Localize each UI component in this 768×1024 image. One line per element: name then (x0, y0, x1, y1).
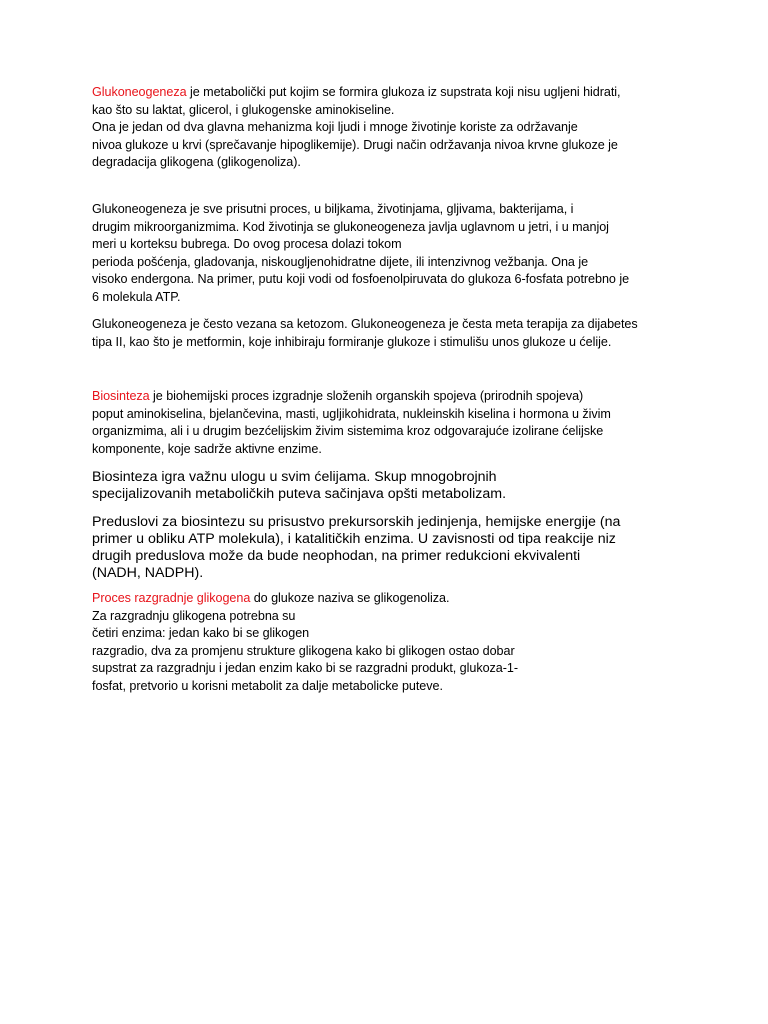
text-line: fosfat, pretvorio u korisni metabolit za dalje metabolicke puteve. (92, 678, 443, 693)
line-text: do glukoze naziva se glikogenoliza. (250, 591, 450, 605)
text-line: supstrat za razgradnju i jedan enzim kako bi se razgradni produkt, glukoza-1- (92, 661, 518, 675)
text-line: drugih preduslova može da bude neophodan, na primer redukcioni ekvivalenti (92, 548, 581, 564)
paragraph-glukoneogeneza-definition (92, 84, 682, 172)
line-text: je biohemijski proces izgradnje složenih organskih spojeva (prirodnih spojeva) (149, 389, 584, 403)
paragraph-biosinteza-preconditions (92, 514, 682, 582)
paragraph-biosinteza-role (92, 469, 682, 503)
text-line: Za razgradnju glikogena potrebna su (92, 608, 296, 623)
text-line: drugim mikroorganizmima. Kod životinja se glukoneogeneza javlja uglavnom u jetri, i u manjoj (92, 219, 609, 234)
paragraph-biosinteza-definition (92, 388, 682, 458)
text-line: Glukoneogeneza je sve prisutni proces, u biljkama, životinjama, gljivama, bakterijama, i (92, 202, 574, 216)
text-line (92, 388, 682, 406)
text-line (92, 590, 682, 608)
line-text: je metabolički put kojim se formira glukoza iz supstrata koji nisu ugljeni hidrati, (186, 85, 621, 99)
text-line: Preduslovi za biosintezu su prisustvo prekursorskih jedinjenja, hemijske energije (na (92, 514, 621, 530)
highlighted-term: Proces razgradnje glikogena (92, 591, 251, 605)
text-line: 6 molekula ATP. (92, 289, 181, 304)
text-line: visoko endergona. Na primer, putu koji vodi od fosfoenolpiruvata do glukoza 6-fosfata potrebno je (92, 272, 630, 286)
text-line: Biosinteza igra važnu ulogu u svim ćelijama. Skup mnogobrojnih (92, 469, 497, 485)
text-line: primer u obliku ATP molekula), i katalitičkih enzima. U zavisnosti od tipa reakcije niz (92, 531, 616, 547)
text-line: komponente, koje sadrže aktivne enzime. (92, 441, 322, 456)
text-line: Ona je jedan od dva glavna mehanizma koji ljudi i mnoge životinje koriste za održavanje (92, 120, 578, 134)
text-line: četiri enzima: jedan kako bi se glikogen (92, 626, 310, 640)
text-line: Glukoneogeneza je često vezana sa ketozom. Glukoneogeneza je česta meta terapija za dijabetes (92, 317, 638, 331)
paragraph-glikogenoliza (92, 590, 682, 695)
highlighted-term: Glukoneogeneza (92, 85, 187, 99)
text-line: specijalizovanih metaboličkih puteva sačinjava opšti metabolizam. (92, 486, 507, 502)
text-line: kao što su laktat, glicerol, i glukogenske aminokiseline. (92, 102, 395, 117)
paragraph-glukoneogeneza-ketoza (92, 316, 682, 351)
text-line: meri u korteksu bubrega. Do ovog procesa dolazi tokom (92, 237, 402, 251)
text-line: poput aminokiselina, bjelančevina, masti, ugljikohidrata, nukleinskih kiselina i hormona u živim (92, 406, 611, 421)
text-line: (NADH, NADPH). (92, 565, 204, 581)
paragraph-glukoneogeneza-occurrence (92, 201, 682, 306)
text-line: degradacija glikogena (glikogenoliza). (92, 155, 301, 169)
text-line: tipa II, kao što je metformin, koje inhibiraju formiranje glukoze i stimulišu unos glukoze u ćelije. (92, 334, 612, 349)
text-line: perioda pošćenja, gladovanja, niskougljenohidratne dijete, ili intenzivnog vežbanja. Ona je (92, 254, 589, 269)
text-line: nivoa glukoze u krvi (sprečavanje hipoglikemije). Drugi način održavanja nivoa krvne glukoze je (92, 137, 618, 152)
text-line: razgradio, dva za promjenu strukture glikogena kako bi glikogen ostao dobar (92, 643, 515, 658)
text-line: organizmima, ali i u drugim bezćelijskim živim sistemima kroz odgovarajuće izolirane ćelijske (92, 424, 604, 438)
highlighted-term: Biosinteza (92, 389, 150, 403)
text-line (92, 84, 682, 102)
